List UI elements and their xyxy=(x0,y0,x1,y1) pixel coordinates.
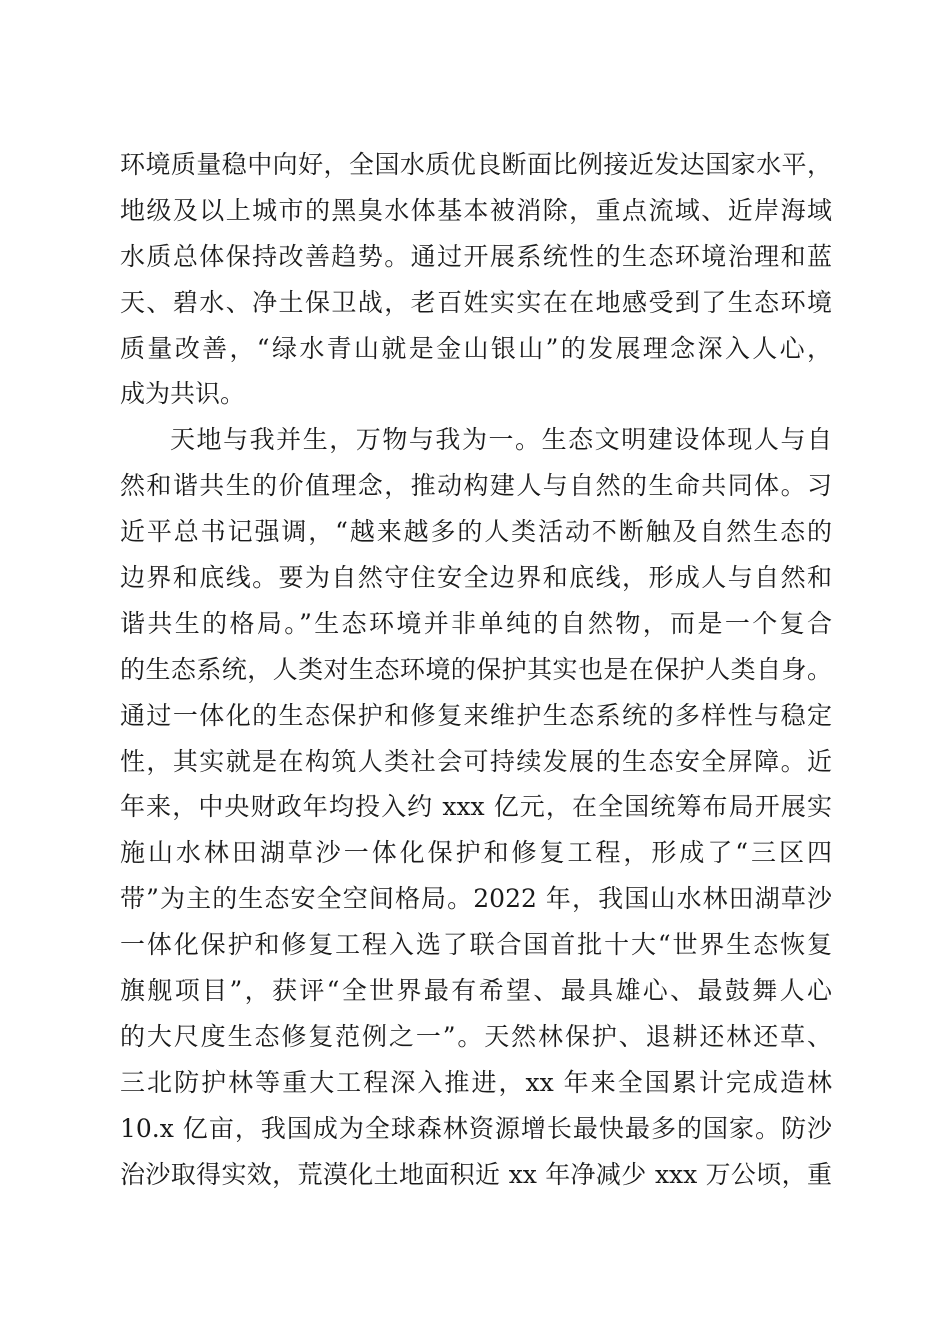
text-line: 治沙取得实效，荒漠化土地面积近 xx 年净减少 xxx 万公顷，重 xyxy=(120,1159,832,1189)
text-line: 施山水林田湖草沙一体化保护和修复工程，形成了“三区四 xyxy=(120,838,832,868)
text-line: 谐共生的格局。”生态环境并非单纯的自然物，而是一个复合 xyxy=(120,608,832,638)
text-line: 成为共识。 xyxy=(120,379,246,409)
text-line: 的大尺度生态修复范例之一”。天然林保护、退耕还林还草、 xyxy=(120,1021,832,1051)
text-line: 一体化保护和修复工程入选了联合国首批十大“世界生态恢复 xyxy=(120,930,832,960)
paragraph-2 xyxy=(120,417,832,1197)
text-line: 地级及以上城市的黑臭水体基本被消除，重点流域、近岸海域 xyxy=(120,195,832,225)
text-line: 年来，中央财政年均投入约 xxx 亿元，在全国统筹布局开展实 xyxy=(120,792,832,822)
paragraph-1 xyxy=(120,142,832,417)
body-text xyxy=(120,142,832,1197)
text-line: 10.x 亿亩，我国成为全球森林资源增长最快最多的国家。防沙 xyxy=(120,1113,832,1143)
text-line: 边界和底线。要为自然守住安全边界和底线，形成人与自然和 xyxy=(120,563,832,593)
text-line: 环境质量稳中向好，全国水质优良断面比例接近发达国家水平， xyxy=(120,150,832,179)
text-line: 质量改善，“绿水青山就是金山银山”的发展理念深入人心， xyxy=(120,333,832,363)
text-line: 性，其实就是在构筑人类社会可持续发展的生态安全屏障。近 xyxy=(120,746,832,776)
text-line: 水质总体保持改善趋势。通过开展系统性的生态环境治理和蓝 xyxy=(120,241,832,271)
text-line: 旗舰项目”，获评“全世界最有希望、最具雄心、最鼓舞人心 xyxy=(120,976,832,1006)
text-line: 天地与我并生，万物与我为一。生态文明建设体现人与自 xyxy=(170,425,832,455)
text-line: 带”为主的生态安全空间格局。2022 年，我国山水林田湖草沙 xyxy=(120,884,832,914)
text-line: 通过一体化的生态保护和修复来维护生态系统的多样性与稳定 xyxy=(120,700,832,730)
text-line: 然和谐共生的价值理念，推动构建人与自然的生命共同体。习 xyxy=(120,471,832,501)
text-line: 三北防护林等重大工程深入推进，xx 年来全国累计完成造林 xyxy=(120,1067,832,1097)
text-line: 的生态系统，人类对生态环境的保护其实也是在保护人类自身。 xyxy=(120,654,832,684)
text-line: 天、碧水、净土保卫战，老百姓实实在在地感受到了生态环境 xyxy=(120,287,832,317)
text-line: 近平总书记强调，“越来越多的人类活动不断触及自然生态的 xyxy=(120,517,832,547)
